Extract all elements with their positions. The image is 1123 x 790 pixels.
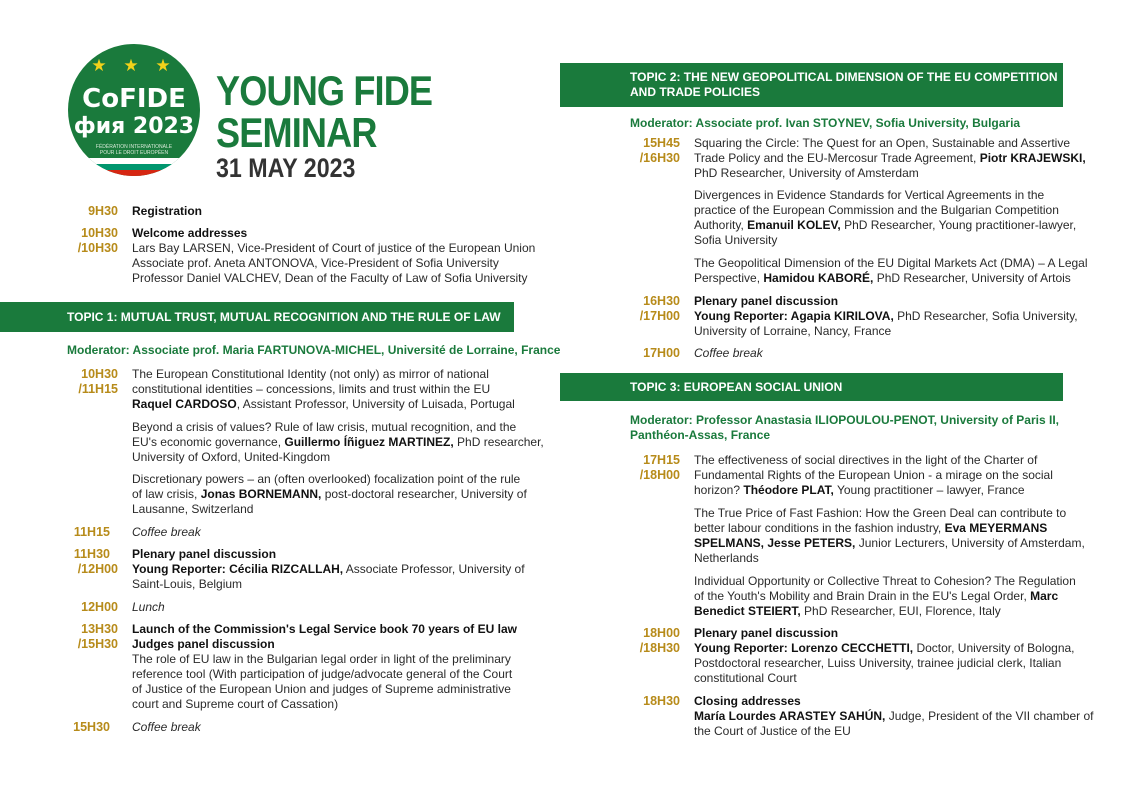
topic1-paper1-line: The European Constitutional Identity (not only) as mirror of national [132,367,489,381]
lunch-time: 12H00 [81,600,118,614]
topic1-paper1-line: constitutional identities – concessions, limits and trust within the EU [132,382,491,396]
seminar-title-line1: YOUNG FIDE [216,67,433,114]
topic3-paper3-line: Individual Opportunity or Collective Threat to Cohesion? The Regulation [694,574,1076,588]
topic3-paper2-author-line: better labour conditions in the fashion industry, Eva MEYERMANS [694,521,1048,535]
plenary2-label: Plenary panel discussion [694,294,839,308]
launch-description-line: reference tool (With participation of judge/advocate general of the Court [132,667,513,681]
author-name: Raquel CARDOSO [132,397,237,411]
topic3-paper2-author-line: SPELMANS, Jesse PETERS, Junior Lecturers, University of Amsterdam, [694,536,1085,550]
topic1-paper3-line: Lausanne, Switzerland [132,502,254,516]
seminar-title-line2: SEMINAR [216,109,377,156]
topic2-banner [560,63,1063,107]
author-name: Jonas BORNEMANN, [200,487,322,501]
topic1-paper1-author-line: Raquel CARDOSO, Assistant Professor, University of Luisada, Portugal [132,397,515,411]
welcome-speaker: Lars Bay LARSEN, Vice-President of Court of justice of the European Union [132,241,536,255]
topic3-banner [560,373,1063,401]
topic3-paper3-author-line: Benedict STEIERT, PhD Researcher, EUI, Florence, Italy [694,604,1001,618]
cofide-logo [68,44,200,176]
author-name: Guillermo Íñiguez MARTINEZ, [284,435,454,449]
plenary3-reporter: Young Reporter: Lorenzo CECCHETTI, Doctor, University of Bologna, [694,641,1075,655]
topic3-moderator-line2: Panthéon-Assas, France [630,428,771,442]
author-name: Marc [1030,589,1059,603]
topic2-moderator: Moderator: Associate prof. Ivan STOYNEV, Sofia University, Bulgaria [630,116,1021,130]
closing-speaker-line: the Court of Justice of the EU [694,724,851,738]
launch-description-line: court and Supreme court of Cassation) [132,697,339,711]
topic3-moderator: Moderator: Professor Anastasia ILIOPOULOU-PENOT, University of Paris II, [630,413,1059,427]
topic1-moderator: Moderator: Associate prof. Maria FARTUNOVA-MICHEL, Université de Lorraine, France [67,343,561,357]
topic1-paper2-author-line: EU's economic governance, Guillermo Íñiguez MARTINEZ, PhD researcher, [132,435,544,449]
topic2-paper3-author-line: Perspective, Hamidou KABORÉ, PhD Researcher, University of Artois [694,271,1071,285]
closing-time: 18H30 [643,694,680,708]
closing-label: Closing addresses [694,694,801,708]
bulgarian-flag-icon [68,158,200,176]
topic2-paper2-line: practice of the European Commission and the Bulgarian Competition [694,203,1059,217]
topic1-paper2-line: Beyond a crisis of values? Rule of law crisis, mutual recognition, and the [132,420,517,434]
topic2-paper2-line: Sofia University [694,233,778,247]
plenary3-time-end: /18H30 [639,641,680,655]
topic2-paper1-line: PhD Researcher, University of Amsterdam [694,166,919,180]
topic1-time-end: /11H15 [78,382,118,396]
topic1-paper3-line: Discretionary powers – an (often overlooked) focalization point of the rule [132,472,521,486]
author-name: Piotr KRAJEWSKI, [979,151,1086,165]
launch-label: Launch of the Commission's Legal Service book 70 years of EU law [132,622,517,636]
topic2-title-line2: AND TRADE POLICIES [630,85,761,99]
author-name: Eva MEYERMANS [944,521,1048,535]
topic2-paper1-author-line: Trade Policy and the EU-Mercosur Trade Agreement, Piotr KRAJEWSKI, [694,151,1086,165]
topic2-time-end: /16H30 [639,151,680,165]
topic3-paper1-line: Fundamental Rights of the European Union - a mirage on the social [694,468,1053,482]
topic2-time-start: 15H45 [643,136,680,150]
logo-wordmark-cyrillic: фия 2023 [73,114,195,139]
topic3-time-end: /18H00 [639,468,680,482]
welcome-time-start: 10H30 [81,226,118,240]
launch-time-start: 13H30 [81,622,118,636]
topic1-title: TOPIC 1: MUTUAL TRUST, MUTUAL RECOGNITION AND THE RULE OF LAW [67,310,501,324]
launch-description-line: The role of EU law in the Bulgarian legal order in light of the preliminary [132,652,511,666]
lunch-label: Lunch [132,600,165,614]
registration-time: 9H30 [88,204,118,218]
stars-icon: ★ ★ ★ [91,56,177,75]
plenary1-reporter-line: Saint-Louis, Belgium [132,577,243,591]
coffee1-time: 11H15 [73,525,110,539]
topic1-time-start: 10H30 [81,367,118,381]
author-name: SPELMANS, Jesse PETERS, [694,536,856,550]
coffee2-label: Coffee break [132,720,201,734]
welcome-speaker: Professor Daniel VALCHEV, Dean of the Faculty of Law of Sofia University [132,271,528,285]
plenary1-label: Plenary panel discussion [132,547,277,561]
topic2-paper2-author-line: Authority, Emanuil KOLEV, PhD Researcher, Young practitioner-lawyer, [694,218,1077,232]
topic3-time-start: 17H15 [643,453,680,467]
coffee2-time: 15H30 [73,720,110,734]
coffee3-label: Coffee break [694,346,763,360]
topic2-paper3-line: The Geopolitical Dimension of the EU Digital Markets Act (DMA) – A Legal [694,256,1088,270]
plenary2-reporter: Young Reporter: Agapia KIRILOVA, PhD Researcher, Sofia University, [694,309,1078,323]
launch-time-end: /15H30 [77,637,118,651]
welcome-label: Welcome addresses [132,226,248,240]
topic2-title-line1: TOPIC 2: THE NEW GEOPOLITICAL DIMENSION OF THE EU COMPETITION [630,70,1058,84]
author-name: Benedict STEIERT, [694,604,801,618]
welcome-speaker: Associate prof. Aneta ANTONOVA, Vice-President of Sofia University [132,256,499,270]
seminar-date: 31 MAY 2023 [216,153,356,183]
topic3-paper3-author-line: of the Youth's Mobility and Brain Drain in the EU's Legal Order, Marc [694,589,1059,603]
plenary3-label: Plenary panel discussion [694,626,839,640]
topic1-paper2-line: University of Oxford, United-Kingdom [132,450,331,464]
plenary3-reporter-line: constitutional Court [694,671,797,685]
topic3-paper1-line: The effectiveness of social directives in the light of the Charter of [694,453,1038,467]
judges-panel-label: Judges panel discussion [132,637,275,651]
topic2-paper1-line: Squaring the Circle: The Quest for an Open, Sustainable and Assertive [694,136,1070,150]
welcome-time-end: /10H30 [77,241,118,255]
author-name: Théodore PLAT, [743,483,834,497]
closing-speaker: María Lourdes ARASTEY SAHÚN, Judge, President of the VII chamber of [694,709,1094,723]
plenary1-time-start: 11H30 [73,547,110,561]
plenary2-reporter-line: University of Lorraine, Nancy, France [694,324,892,338]
plenary2-time-end: /17H00 [639,309,680,323]
logo-tagline: FÉDÉRATION INTERNATIONALE POUR LE DROIT EUROPÉEN [95,144,173,156]
plenary3-reporter-line: Postdoctoral researcher, Luiss University, trainee judicial clerk, Italian [694,656,1062,670]
plenary1-reporter: Young Reporter: Cécilia RIZCALLAH, Associate Professor, University of [132,562,525,576]
coffee3-time: 17H00 [643,346,680,360]
coffee1-label: Coffee break [132,525,201,539]
topic3-title: TOPIC 3: EUROPEAN SOCIAL UNION [630,380,843,394]
logo-wordmark: CoFIDE [82,84,186,114]
plenary1-time-end: /12H00 [77,562,118,576]
registration-label: Registration [132,204,203,218]
topic1-banner [0,302,514,332]
topic2-paper2-line: Divergences in Evidence Standards for Vertical Agreements in the [694,188,1045,202]
plenary3-time-start: 18H00 [643,626,680,640]
topic3-paper2-line: The True Price of Fast Fashion: How the Green Deal can contribute to [694,506,1067,520]
topic3-paper1-author-line: horizon? Théodore PLAT, Young practitioner – lawyer, France [694,483,1025,497]
launch-description-line: of Justice of the European Union and judges of Supreme administrative [132,682,511,696]
author-name: Hamidou KABORÉ, [763,271,874,285]
topic1-paper3-author-line: of law crisis, Jonas BORNEMANN, post-doctoral researcher, University of [132,487,527,501]
author-name: Emanuil KOLEV, [747,218,841,232]
topic3-paper2-line: Netherlands [694,551,759,565]
plenary2-time-start: 16H30 [643,294,680,308]
